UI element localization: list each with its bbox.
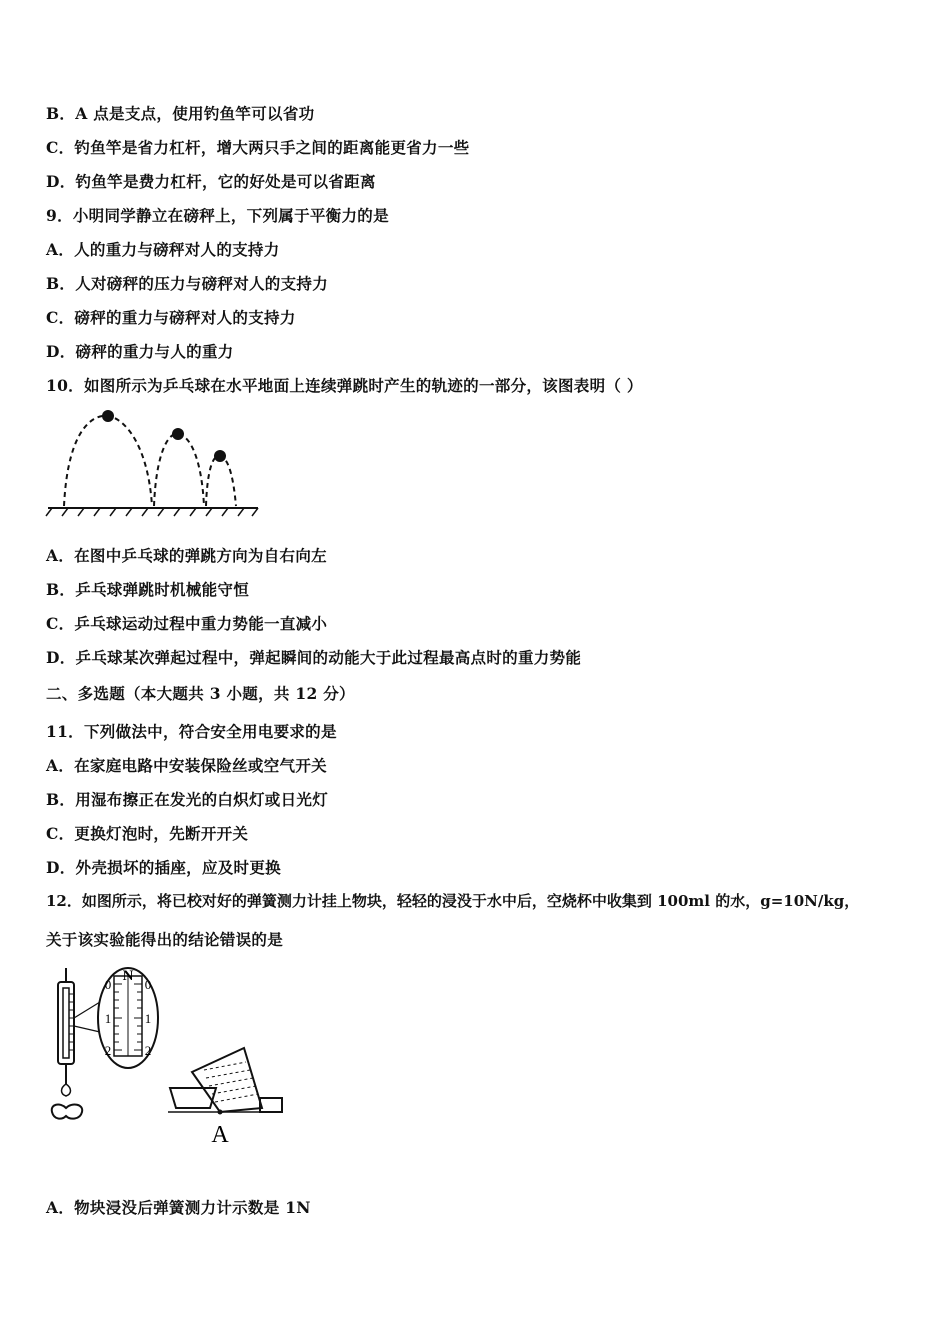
q11-option-c: C．更换灯泡时，先断开开关 bbox=[46, 824, 249, 843]
ball-3 bbox=[214, 450, 226, 462]
q11-stem: 11．下列做法中，符合安全用电要求的是 bbox=[46, 722, 337, 741]
scale-right-2: 2 bbox=[144, 1043, 152, 1058]
scale-right-0: 0 bbox=[144, 977, 152, 992]
q12-stem-line1: 12．如图所示，将已校对好的弹簧测力计挂上物块，轻轻的浸没于水中后，空烧杯中收集到 100ml 的水，g=10N/kg， bbox=[46, 892, 860, 910]
tilted-beaker bbox=[192, 1048, 262, 1112]
q10-option-c: C．乒乓球运动过程中重力势能一直减小 bbox=[46, 614, 328, 633]
scale-left-2: 2 bbox=[104, 1043, 112, 1058]
scale-unit-label: N bbox=[122, 968, 134, 984]
q12-option-a: A．物块浸没后弹簧测力计示数是 1N bbox=[46, 1198, 311, 1217]
bounce-arc-3 bbox=[206, 456, 236, 506]
q11-option-a: A．在家庭电路中安装保险丝或空气开关 bbox=[46, 756, 327, 775]
section-heading-multiple-choice: 二、多选题（本大题共 3 小题，共 12 分） bbox=[46, 684, 355, 703]
scale-left-1: 1 bbox=[104, 1011, 112, 1026]
hanging-block bbox=[52, 1105, 82, 1119]
q10-option-d: D．乒乓球某次弹起过程中，弹起瞬间的动能大于此过程最高点时的重力势能 bbox=[46, 648, 582, 667]
bounce-arc-2 bbox=[154, 434, 204, 506]
q9-stem: 9．小明同学静立在磅秤上，下列属于平衡力的是 bbox=[46, 206, 389, 225]
ground-hatching bbox=[46, 508, 258, 516]
q10-option-a: A．在图中乒乓球的弹跳方向为自右向左 bbox=[46, 546, 327, 565]
magnified-scale bbox=[98, 968, 158, 1068]
spring-scale bbox=[52, 968, 82, 1119]
q9-option-d: D．磅秤的重力与人的重力 bbox=[46, 342, 234, 361]
q10-option-b: B．乒乓球弹跳时机械能守恒 bbox=[46, 580, 250, 599]
scale-right-1: 1 bbox=[144, 1011, 152, 1026]
q9-option-b: B．人对磅秤的压力与磅秤对人的支持力 bbox=[46, 274, 329, 293]
q9-option-a: A．人的重力与磅秤对人的支持力 bbox=[46, 240, 280, 259]
support-block bbox=[260, 1098, 282, 1112]
ball-1 bbox=[102, 410, 114, 422]
ball-2 bbox=[172, 428, 184, 440]
q12-stem-line2: 关于该实验能得出的结论错误的是 bbox=[46, 930, 284, 949]
q8-option-d: D．钓鱼竿是费力杠杆，它的好处是可以省距离 bbox=[46, 172, 376, 191]
overflow-apparatus bbox=[168, 1048, 282, 1148]
point-a-label: A bbox=[211, 1122, 229, 1148]
q9-option-c: C．磅秤的重力与磅秤对人的支持力 bbox=[46, 308, 296, 327]
q8-option-c: C．钓鱼竿是省力杠杆，增大两只手之间的距离能更省力一些 bbox=[46, 138, 470, 157]
q8-option-b: B．A 点是支点，使用钓鱼竿可以省功 bbox=[46, 104, 315, 123]
spring-scale-experiment-figure bbox=[44, 962, 304, 1152]
q10-stem: 10．如图所示为乒乓球在水平地面上连续弹跳时产生的轨迹的一部分，该图表明（ ） bbox=[46, 376, 643, 395]
scale-left-0: 0 bbox=[104, 977, 112, 992]
bounce-arc-1 bbox=[64, 416, 152, 506]
bounce-trajectory-figure bbox=[44, 404, 264, 520]
q11-option-b: B．用湿布擦正在发光的白炽灯或日光灯 bbox=[46, 790, 329, 809]
q11-option-d: D．外壳损坏的插座，应及时更换 bbox=[46, 858, 281, 877]
